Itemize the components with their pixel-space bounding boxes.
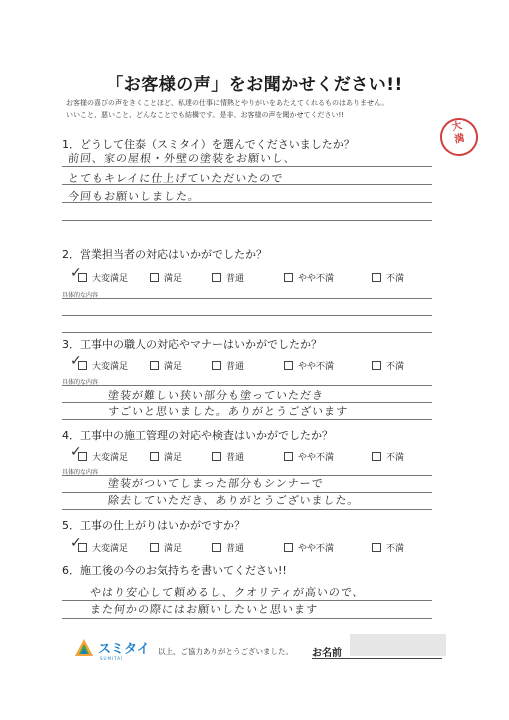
intro-line-1: お客様の喜びの声をきくことほど、私達の仕事に情熱とやりがいをあたえてくれるものはありません。 <box>66 99 389 107</box>
rule <box>62 315 432 316</box>
brand-subtitle: SUMITAI <box>100 656 124 661</box>
rule <box>62 419 432 420</box>
question-5: 5．工事の仕上がりはいかがですか？ <box>62 519 245 532</box>
choice-label: 満足 <box>164 453 183 463</box>
choice[interactable] <box>284 450 334 463</box>
choice-label: やや不満 <box>298 274 335 284</box>
check-mark-icon: ✓ <box>70 353 82 369</box>
choice[interactable] <box>284 271 334 284</box>
choice[interactable] <box>150 359 182 372</box>
choice[interactable] <box>372 541 404 554</box>
checkbox-icon <box>150 273 159 282</box>
q4-answer-line-1: 塗装がついてしまった部分もシンナーで <box>107 477 325 490</box>
satisfaction-stamp <box>436 114 481 159</box>
choice-label: やや不満 <box>298 453 335 463</box>
question-1: 1．どうして住泰（スミタイ）を選んでくださいましたか？ <box>62 138 355 151</box>
check-mark-icon: ✓ <box>70 265 82 281</box>
choice[interactable] <box>284 359 334 372</box>
checkbox-icon <box>284 543 293 552</box>
check-mark-icon: ✓ <box>70 444 82 460</box>
choice[interactable] <box>212 541 244 554</box>
choice-label: 大変満足 <box>92 274 129 284</box>
q4-answer-line-2: 除去していただき、ありがとうございました。 <box>107 494 361 507</box>
q1-answer-line-3: 今回もお願いしました。 <box>67 190 201 203</box>
choice-label: 大変満足 <box>92 544 129 554</box>
checkbox-icon <box>284 452 293 461</box>
q4-choices <box>70 444 428 464</box>
choice-label: やや不満 <box>298 362 335 372</box>
choice-label: 普通 <box>226 453 245 463</box>
q1-answer-line-1: 前回、家の屋根・外壁の塗装をお願いし、 <box>67 152 297 165</box>
rule <box>62 385 432 386</box>
checkbox-icon <box>212 543 221 552</box>
choice[interactable] <box>70 353 129 372</box>
choice[interactable] <box>70 265 129 284</box>
rule <box>62 298 432 299</box>
choice-label: 不満 <box>386 362 405 372</box>
choice[interactable] <box>150 450 182 463</box>
question-4: 4．工事中の施工管理の対応や検査はいかがでしたか？ <box>62 429 333 442</box>
check-mark-icon: ✓ <box>70 535 82 551</box>
checkbox-icon <box>372 543 381 552</box>
q3-answer-line-2: すごいと思いました。ありがとうございます <box>107 405 349 418</box>
name-underline <box>312 658 442 659</box>
checkbox-icon <box>212 452 221 461</box>
sumitai-logo-icon <box>74 638 94 658</box>
choice-label: 不満 <box>386 544 405 554</box>
intro-line-2: いいこと、悪いこと、どんなことでも結構です。是非、お客様の声を聞かせてください!! <box>66 111 345 119</box>
stamp-char: 大 <box>450 120 463 134</box>
q2-choices <box>70 265 428 285</box>
q1-answer-line-2: とてもキレイに仕上げていただいたので <box>67 172 284 185</box>
choice-label: 不満 <box>386 453 405 463</box>
choice[interactable] <box>372 450 404 463</box>
rule <box>62 166 432 167</box>
stamp-char: 満 <box>453 133 466 146</box>
q5-choices <box>70 535 428 555</box>
footer <box>74 636 454 664</box>
choice-label: 普通 <box>226 274 245 284</box>
checkbox-icon <box>150 361 159 370</box>
rule <box>62 184 432 185</box>
choice-label: 普通 <box>226 362 245 372</box>
rule <box>62 332 432 333</box>
question-6: 6．施工後の今のお気持ちを書いてください!! <box>62 564 287 577</box>
brand-name: スミタイ <box>98 642 150 657</box>
choice[interactable] <box>70 444 129 463</box>
q3-detail-label: 具体的な内容 <box>62 379 99 386</box>
checkbox-icon <box>284 273 293 282</box>
thanks-text: 以上、ご協力ありがとうございました。 <box>158 647 293 656</box>
choice[interactable] <box>70 535 129 554</box>
checkbox-icon <box>150 543 159 552</box>
q4-detail-label: 具体的な内容 <box>62 469 99 476</box>
question-3: 3．工事中の職人の対応やマナーはいかがでしたか？ <box>62 338 322 351</box>
checkbox-icon <box>212 361 221 370</box>
choice-label: 普通 <box>226 544 245 554</box>
choice-label: 満足 <box>164 362 183 372</box>
choice[interactable] <box>150 271 182 284</box>
choice[interactable] <box>212 271 244 284</box>
q6-answer-line-2: また何かの際にはお願いしたいと思います <box>89 603 319 616</box>
survey-title: 「お客様の声」をお聞かせください!! <box>106 75 403 95</box>
q2-detail-label: 具体的な内容 <box>62 292 99 299</box>
rule <box>62 509 432 510</box>
name-label: お名前 <box>312 648 342 659</box>
checkbox-icon <box>372 452 381 461</box>
choice-label: 大変満足 <box>92 362 129 372</box>
choice[interactable] <box>212 359 244 372</box>
choice[interactable] <box>372 359 404 372</box>
checkbox-icon <box>212 273 221 282</box>
choice-label: やや不満 <box>298 544 335 554</box>
choice-label: 満足 <box>164 544 183 554</box>
checkbox-icon <box>150 452 159 461</box>
q3-answer-line-1: 塗装が難しい狭い部分も塗っていただき <box>107 389 325 402</box>
choice[interactable] <box>212 450 244 463</box>
rule <box>62 220 432 221</box>
choice[interactable] <box>284 541 334 554</box>
rule <box>62 202 432 203</box>
q3-choices <box>70 353 428 373</box>
checkbox-icon <box>372 361 381 370</box>
choice-label: 大変満足 <box>92 453 129 463</box>
checkbox-icon <box>372 273 381 282</box>
rule <box>62 618 432 619</box>
choice-label: 満足 <box>164 274 183 284</box>
checkbox-icon <box>284 361 293 370</box>
question-2: 2．営業担当者の対応はいかがでしたか？ <box>62 248 267 261</box>
choice[interactable] <box>372 271 404 284</box>
redacted-name <box>350 634 446 656</box>
choice-label: 不満 <box>386 274 405 284</box>
q6-answer-line-1: やはり安心して頼めるし、クオリティが高いので、 <box>89 586 366 599</box>
choice[interactable] <box>150 541 182 554</box>
